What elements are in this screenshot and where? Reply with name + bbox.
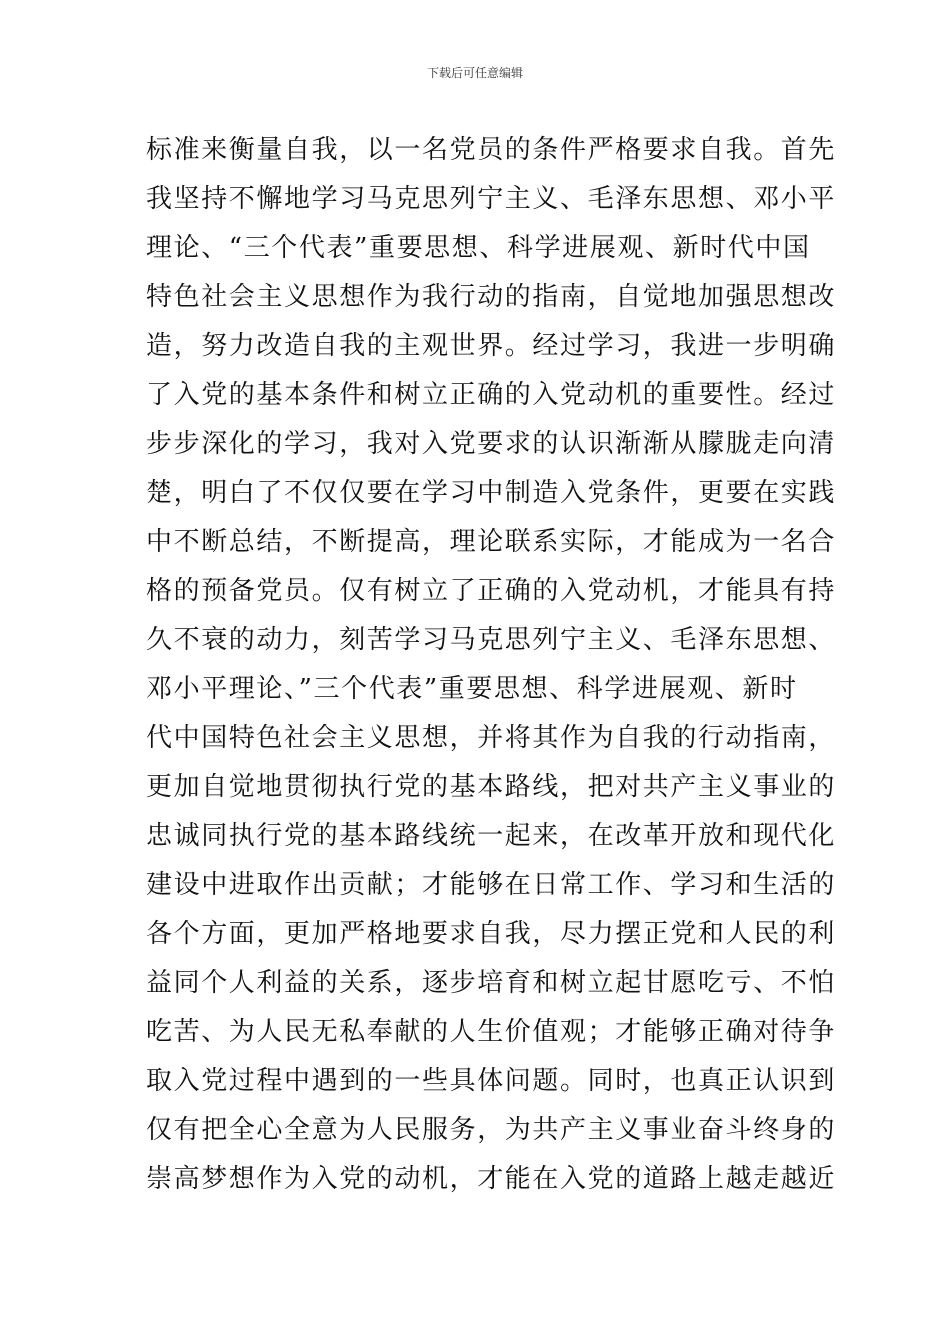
text-line: 标准来衡量自我，以一名党员的条件严格要求自我。首先: [146, 135, 837, 165]
text-line: 更加自觉地贯彻执行党的基本路线，把对共产主义事业的: [146, 772, 837, 802]
text-line: 我坚持不懈地学习马克思列宁主义、毛泽东思想、邓小平: [146, 184, 837, 214]
text-line: 格的预备党员。仅有树立了正确的入党动机，才能具有持: [146, 576, 837, 606]
text-line: 久不衰的动力，刻苦学习马克思列宁主义、毛泽东思想、: [146, 625, 837, 655]
text-line: 建设中进取作出贡献；才能够在日常工作、学习和生活的: [146, 870, 837, 900]
text-line: 步步深化的学习，我对入党要求的认识渐渐从朦胧走向清: [146, 429, 837, 459]
text-line: 邓小平理论、”三个代表”重要思想、科学进展观、新时: [146, 674, 798, 704]
text-line: 吃苦、为人民无私奉献的人生价值观；才能够正确对待争: [146, 1017, 837, 1047]
text-line: 忠诚同执行党的基本路线统一起来，在改革开放和现代化: [146, 821, 837, 851]
text-line: 特色社会主义思想作为我行动的指南，自觉地加强思想改: [146, 282, 837, 312]
text-line: 崇高梦想作为入党的动机，才能在入党的道路上越走越近: [146, 1164, 837, 1194]
document-body: [146, 126, 837, 1204]
text-line: 取入党过程中遇到的一些具体问题。同时，也真正认识到: [146, 1066, 837, 1096]
text-line: 理论、“三个代表”重要思想、科学进展观、新时代中国: [146, 233, 811, 263]
text-line: 各个方面，更加严格地要求自我，尽力摆正党和人民的利: [146, 919, 837, 949]
text-line: 仅有把全心全意为人民服务，为共产主义事业奋斗终身的: [146, 1115, 837, 1145]
text-line: 楚，明白了不仅仅要在学习中制造入党条件，更要在实践: [146, 478, 837, 508]
page-header: 下载后可任意编辑: [426, 66, 523, 80]
text-line: 中不断总结，不断提高，理论联系实际，才能成为一名合: [146, 527, 837, 557]
text-line: 了入党的基本条件和树立正确的入党动机的重要性。经过: [146, 380, 837, 410]
text-line: 造，努力改造自我的主观世界。经过学习，我进一步明确: [146, 331, 837, 361]
text-line: 益同个人利益的关系，逐步培育和树立起甘愿吃亏、不怕: [146, 968, 837, 998]
text-line: 代中国特色社会主义思想，并将其作为自我的行动指南，: [146, 723, 837, 753]
